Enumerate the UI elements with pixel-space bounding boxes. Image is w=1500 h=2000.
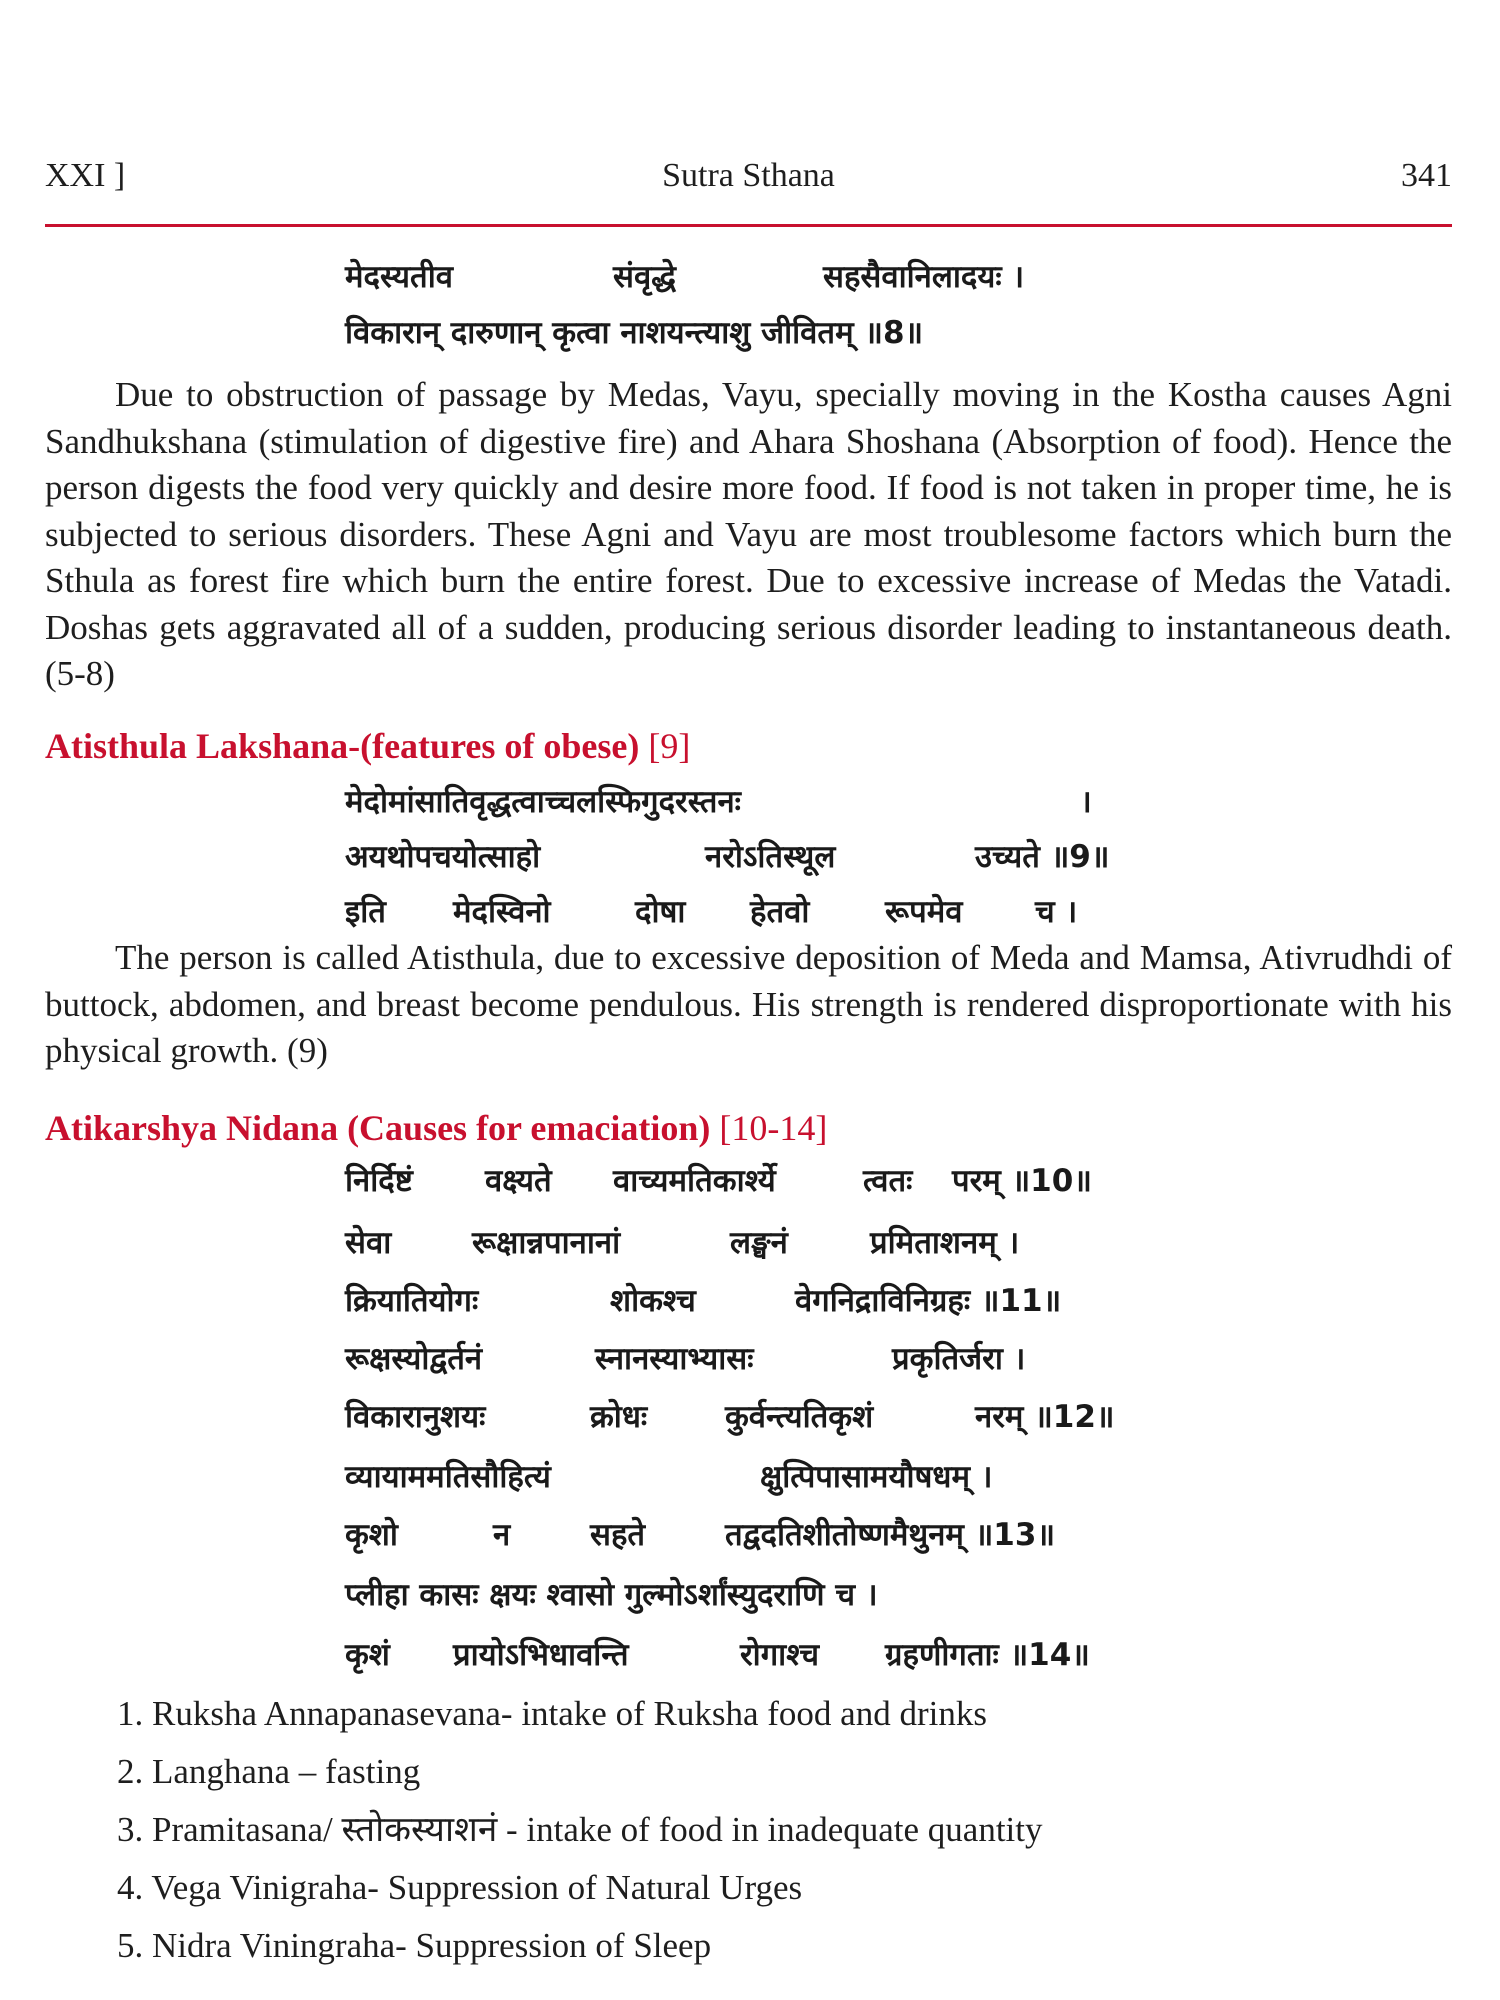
verse-word: संवृद्धे: [613, 259, 676, 295]
verse-word: न: [493, 1517, 511, 1553]
list-item: 1. Ruksha Annapanasevana- intake of Ruksha food and drinks: [117, 1694, 987, 1733]
verse-word: सहते: [590, 1517, 646, 1553]
verse-word: क्रियातियोगः: [345, 1283, 479, 1319]
section-heading-atisthula: [45, 722, 690, 770]
verse-word: त्वतः: [863, 1163, 913, 1199]
verse-word: हेतवो: [750, 894, 810, 930]
list-item: 2. Langhana – fasting: [117, 1752, 421, 1791]
verse-word: कुर्वन्त्यतिकृशं: [725, 1399, 874, 1435]
verse-word: रूपमेव: [885, 894, 963, 930]
list-item: 4. Vega Vinigraha- Suppression of Natural Urges: [117, 1868, 803, 1907]
verse-word: कृशं: [345, 1637, 390, 1673]
verse-word: स्नानस्याभ्यासः: [595, 1341, 754, 1377]
verse-word: दोषा: [635, 894, 686, 930]
verse-word: इति: [345, 894, 386, 930]
heading-text: Atisthula Lakshana-(features of obese): [45, 726, 640, 766]
verse-word: वेगनिद्राविनिग्रहः ॥11॥: [795, 1283, 1062, 1319]
verse-line: [345, 315, 924, 351]
verse-line: [345, 1577, 878, 1613]
chapter-number: XXI ]: [45, 157, 126, 194]
page-number: 341: [1401, 157, 1452, 194]
verse-word: लङ्घनं: [730, 1225, 788, 1261]
verse-word: विकारानुशयः: [345, 1399, 486, 1435]
commentary-paragraph: Due to obstruction of passage by Medas, Vayu, specially moving in the Kostha causes Agni Sandhukshana (stimulation of digestive fire) and Ahara Shoshana (Absorption of food). Hence the person digests the food very quickly and desire more food. If food is not taken in proper time, he is subjected to serious disorders. These Agni and Vayu are most troublesome factors which burn the Sthula as forest fire which burn the entire forest. Due to excessive increase of Medas the Vatadi. Doshas gets aggravated all of a sudden, producing serious disorder leading to instantaneous death. (5-8): [45, 375, 1452, 693]
running-header: [45, 152, 1452, 200]
verse-word: नरोऽतिस्थूल: [705, 839, 836, 875]
header-rule: [45, 224, 1452, 227]
verse-word: प्रमिताशनम् ।: [870, 1225, 1020, 1261]
verse-word: सेवा: [345, 1225, 392, 1261]
verse-word: सहसैवानिलादयः ।: [823, 259, 1025, 295]
verse-word: क्षुत्पिपासामयौषधम् ।: [760, 1459, 993, 1495]
verse-word: प्रकृतिर्जरा ।: [892, 1341, 1026, 1377]
verse-word: ।: [1080, 784, 1092, 820]
heading-ref: [9]: [648, 726, 691, 766]
list-item: 5. Nidra Viningraha- Suppression of Sleep: [117, 1926, 712, 1965]
verse-word: मेदोमांसातिवृद्धत्वाच्चलस्फिगुदरस्तनः: [345, 784, 741, 820]
verse-word: अयथोपचयोत्साहो: [345, 839, 541, 875]
verse-word: मेदस्यतीव: [345, 259, 453, 295]
verse-word: रोगाश्च: [740, 1637, 820, 1673]
section-heading-atikarshya: [45, 1104, 827, 1152]
verse-word: वक्ष्यते: [485, 1163, 552, 1199]
verse-word: तद्वदतिशीतोष्णमैथुनम् ॥13॥: [725, 1517, 1056, 1553]
verse-word: मेदस्विनो: [453, 894, 551, 930]
verse-word: विकारान् दारुणान् कृत्वा नाशयन्त्याशु जीवितम् ॥8॥: [345, 315, 924, 351]
verse-word: च ।: [1035, 894, 1078, 930]
list-item: 3. Pramitasana/ स्तोकस्याशनं - intake of food in inadequate quantity: [117, 1810, 1043, 1849]
verse-word: रूक्षान्नपानानां: [472, 1225, 621, 1261]
causes-list: [117, 1685, 1043, 1975]
verse-word: शोकश्च: [610, 1283, 696, 1319]
page-title: Sutra Sthana: [662, 157, 835, 194]
verse-word: परम् ॥10॥: [952, 1163, 1092, 1199]
verse-word: रूक्षस्योद्वर्तनं: [345, 1341, 483, 1377]
verse-word: प्लीहा कासः क्षयः श्वासो गुल्मोऽर्शांस्युदराणि च ।: [345, 1577, 878, 1613]
verse-word: उच्यते ॥9॥: [975, 839, 1110, 875]
heading-text: Atikarshya Nidana (Causes for emaciation): [45, 1108, 711, 1148]
heading-ref: [10-14]: [719, 1108, 828, 1148]
commentary-paragraph: The person is called Atisthula, due to excessive deposition of Meda and Mamsa, Ativrudhdi of buttock, abdomen, and breast become pendulous. His strength is rendered disproportionate with his physical growth. (9): [45, 938, 1452, 1070]
verse-word: व्यायाममतिसौहित्यं: [345, 1459, 551, 1495]
verse-word: क्रोधः: [590, 1399, 648, 1435]
verse-word: नरम् ॥12॥: [975, 1399, 1115, 1435]
verse-word: निर्दिष्टं: [345, 1163, 413, 1199]
verse-word: कृशो: [345, 1517, 398, 1553]
verse-word: वाच्यमतिकार्श्ये: [613, 1163, 776, 1199]
verse-word: प्रायोऽभिधावन्ति: [453, 1637, 629, 1673]
verse-word: ग्रहणीगताः ॥14॥: [885, 1637, 1090, 1673]
